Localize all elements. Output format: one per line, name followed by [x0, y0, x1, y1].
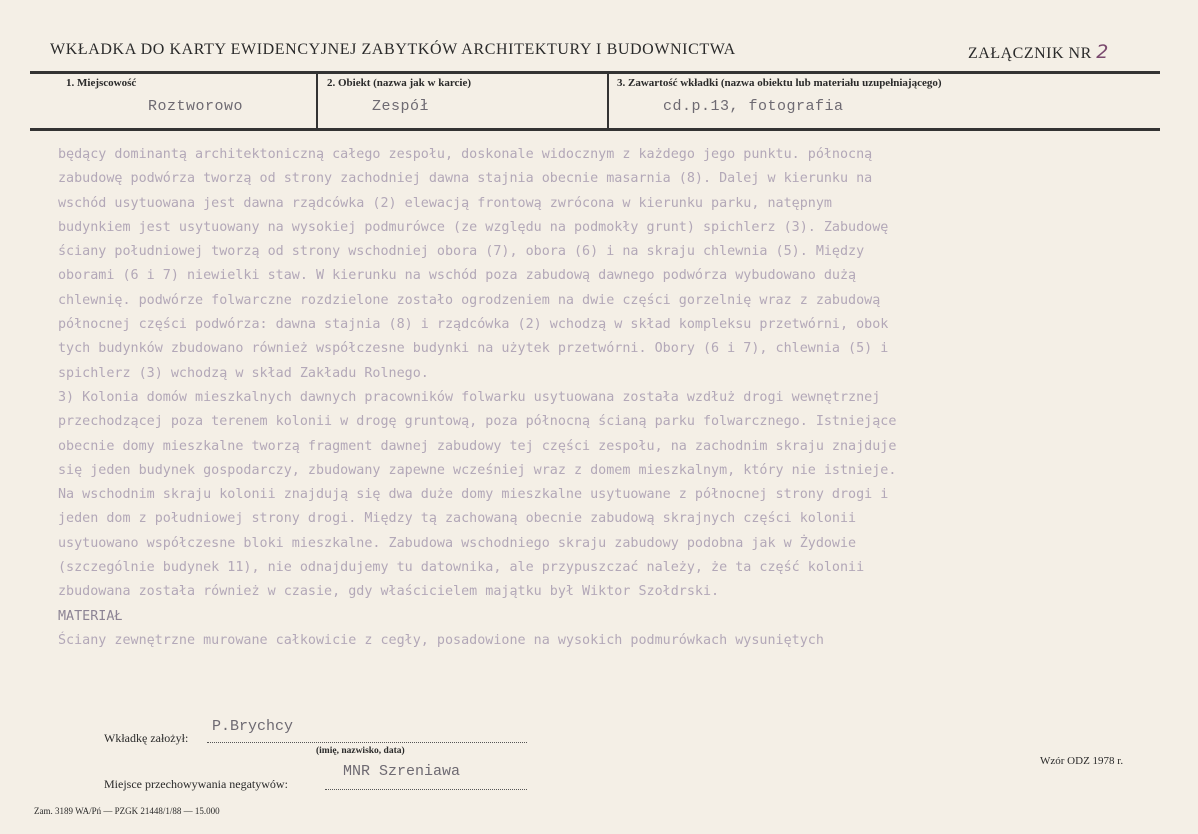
- storage-value: MNR Szreniawa: [343, 763, 461, 780]
- field-label-object: 2. Obiekt (nazwa jak w karcie): [327, 77, 472, 89]
- body-line: północnej części podwórza: dawna stajnia (8) i rządcówka (2) wchodzą w skład kompleksu przetwórni, obok: [58, 317, 889, 333]
- field-label-contents: 3. Zawartość wkładki (nazwa obiektu lub materiału uzupełniającego): [617, 77, 942, 89]
- form-template-label: Wzór ODZ 1978 r.: [1040, 755, 1124, 767]
- column-divider-1: [316, 74, 318, 128]
- body-line: Na wschodnim skraju kolonii znajdują się dwa duże domy mieszkalne usytuowane z północnej strony drogi i: [58, 487, 889, 503]
- bottom-rule: [30, 128, 1160, 131]
- field-label-place: 1. Miejscowość: [66, 77, 137, 89]
- body-line: się jeden budynek gospodarczy, zbudowany zapewne wcześniej wraz z domem mieszkalnym, który nie istnieje.: [58, 462, 897, 478]
- field-value-contents: cd.p.13, fotografia: [663, 98, 844, 115]
- body-line: obecnie domy mieszkalne tworzą fragment dawnej zabudowy tej części zespołu, na zachodnim skraju znajduje: [58, 438, 897, 454]
- body-line: usytuowano współczesne bloki mieszkalne. Zabudowa wschodniego skraju zabudowy podobna jak w Żydowie: [58, 535, 857, 551]
- section-heading-material: MATERIAŁ: [58, 608, 123, 624]
- storage-label: Miejsce przechowywania negatywów:: [104, 777, 288, 791]
- author-caption: (imię, nazwisko, data): [316, 746, 405, 756]
- field-value-object: Zespół: [372, 98, 430, 115]
- top-rule: [30, 71, 1160, 74]
- body-line: oborami (6 i 7) niewielki staw. W kierunku na wschód poza zabudową dawnego podwórza wybudowano dużą: [58, 268, 857, 284]
- body-line: 3) Kolonia domów mieszkalnych dawnych pracowników folwarku usytuowana została wzdłuż drogi wewnętrznej: [58, 389, 881, 405]
- body-line: spichlerz (3) wchodzą w skład Zakładu Rolnego.: [58, 365, 429, 381]
- annex-number: 2: [1096, 41, 1109, 63]
- author-dotted-line: [207, 742, 527, 743]
- author-value: P.Brychcy: [212, 718, 294, 735]
- column-divider-2: [607, 74, 609, 128]
- body-line: chlewnię. podwórze folwarczne rozdzielone zostało ogrodzeniem na dwie części gorzelnię wraz z zabudową: [58, 292, 881, 308]
- body-line: (szczególnie budynek 11), nie odnajdujemy tu datownika, ale przypuszczać należy, że ta część kolonii: [58, 560, 865, 576]
- body-line: zbudowana została również w czasie, gdy właścicielem majątku był Wiktor Szołdrski.: [58, 584, 720, 600]
- body-line: przechodzącej poza terenem kolonii w drogę gruntową, poza północną ścianą parku folwarcznego. Istniejące: [58, 414, 897, 430]
- annex-label: [968, 41, 1109, 63]
- print-order-footer: Zam. 3189 WA/Pń — PZGK 21448/1/88 — 15.000: [34, 806, 220, 816]
- body-line: budynkiem jest usytuowany na wysokiej podmurówce (ze względu na podmokły grunt) spichlerz (3). Zabudowę: [58, 219, 889, 235]
- body-line: zabudowę podwórza tworzą od strony zachodniej dawna stajnia obecnie masarnia (8). Dalej w kierunku na: [58, 171, 873, 187]
- body-line: będący dominantą architektoniczną całego zespołu, doskonale widocznym z każdego jego punktu. północną: [58, 147, 873, 162]
- body-line: jeden dom z południowej strony drogi. Między tą zachowaną obecnie zabudową skrajnych części kolonii: [58, 511, 857, 527]
- storage-dotted-line: [325, 789, 527, 790]
- field-value-place: Roztworowo: [148, 98, 244, 115]
- body-line: Ściany zewnętrzne murowane całkowicie z cegły, posadowione na wysokich podmurówkach wysuniętych: [58, 632, 824, 648]
- author-label: Wkładkę założył:: [104, 731, 189, 745]
- document-header-title: WKŁADKA DO KARTY EWIDENCYJNEJ ZABYTKÓW ARCHITEKTURY I BUDOWNICTWA: [50, 41, 736, 58]
- body-text: [58, 143, 1128, 653]
- body-line: wschód usytuowana jest dawna rządcówka (2) elewacją frontową zwrócona w kierunku parku, natępnym: [58, 195, 832, 211]
- body-line: ściany południowej tworzą od strony wschodniej obora (7), obora (6) i na skraju chlewnia (5). Między: [58, 244, 865, 260]
- annex-label-text: ZAŁĄCZNIK NR: [968, 45, 1092, 62]
- body-line: tych budynków zbudowano również współczesne budynki na użytek przetwórni. Obory (6 i 7), chlewnia (5) i: [58, 341, 889, 357]
